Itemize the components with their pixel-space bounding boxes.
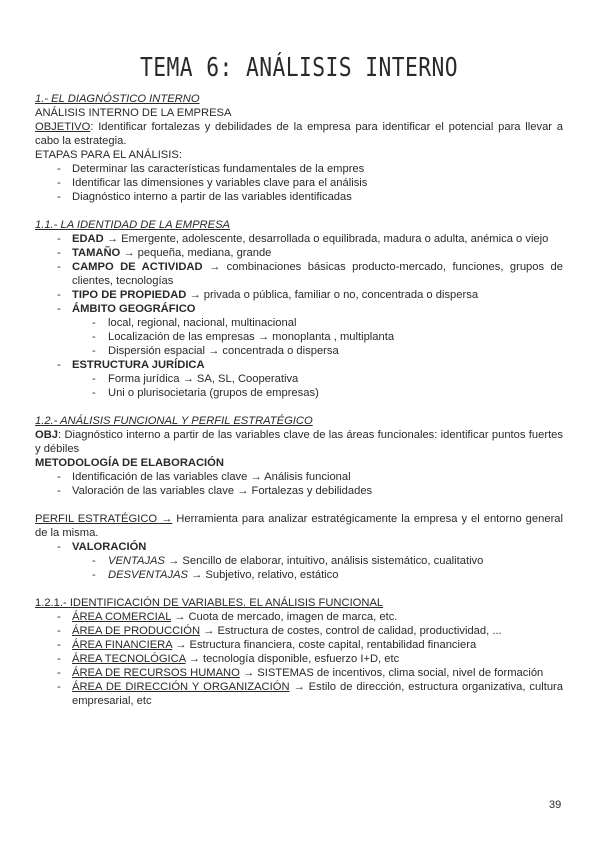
area-text: → Estructura de costes, control de calidad, productividad, ... xyxy=(200,625,502,637)
metodo-label: METODOLOGÍA DE ELABORACIÓN xyxy=(35,457,224,469)
list-item: - local, regional, nacional, multinacional xyxy=(35,316,563,330)
perfil-paragraph xyxy=(35,512,563,540)
objective-label: OBJETIVO xyxy=(35,121,91,133)
list-item: - Identificación de las variables clave → Análisis funcional xyxy=(35,470,563,484)
area-text: → SISTEMAS de incentivos, clima social, nivel de formación xyxy=(239,667,544,679)
list-item xyxy=(35,680,563,708)
page-title: TEMA 6: ANÁLISIS INTERNO xyxy=(140,53,458,83)
area-text: → Estructura financiera, coste capital, rentabilidad financiera xyxy=(172,639,477,651)
area-label: ÁREA DE RECURSOS HUMANO xyxy=(72,667,240,679)
campo-label: CAMPO DE ACTIVIDAD xyxy=(72,261,203,273)
list-item xyxy=(35,568,563,582)
obj-paragraph xyxy=(35,428,563,456)
list-item: - Localización de las empresas → monoplanta , multiplanta xyxy=(35,330,563,344)
list-item xyxy=(35,638,563,652)
area-text: → Estilo de dirección, estructura organizativa, cultura empresarial, etc xyxy=(72,681,563,707)
area-label: ÁREA TECNOLÓGICA xyxy=(72,653,186,665)
ambito-label: ÁMBITO GEOGRÁFICO xyxy=(72,303,196,315)
identity-list xyxy=(35,232,563,400)
list-item xyxy=(35,666,563,680)
list-item: - Dispersión espacial → concentrada o dispersa xyxy=(35,344,563,358)
list-item xyxy=(35,554,563,568)
perfil-text: Herramienta para analizar estratégicamente la empresa y el entorno general de la misma. xyxy=(35,513,563,539)
tipo-label: TIPO DE PROPIEDAD xyxy=(72,289,187,301)
edad-text: → Emergente, adolescente, desarrollada o equilibrada, madura o adulta, anémica o viejo xyxy=(103,233,549,245)
desventajas-text: → Subjetivo, relativo, estático xyxy=(188,569,339,581)
area-label: ÁREA COMERCIAL xyxy=(72,611,172,623)
list-item: - Valoración de las variables clave → Fortalezas y debilidades xyxy=(35,484,563,498)
area-text: → Cuota de mercado, imagen de marca, etc. xyxy=(171,611,398,623)
section-1-2-1-heading: 1.2.1.- IDENTIFICACIÓN DE VARIABLES. EL ANÁLISIS FUNCIONAL xyxy=(35,597,384,609)
desventajas-label: DESVENTAJAS xyxy=(108,569,188,581)
tipo-text: → privada o pública, familiar o no, concentrada o dispersa xyxy=(186,289,479,301)
list-item xyxy=(35,232,563,246)
list-item: - Identificar las dimensiones y variables clave para el análisis xyxy=(35,176,563,190)
list-item xyxy=(35,260,563,288)
tamano-label: TAMAÑO xyxy=(72,247,121,259)
objective-paragraph xyxy=(35,120,563,148)
list-item xyxy=(35,288,563,302)
section-1-2-heading: 1.2.- ANÁLISIS FUNCIONAL Y PERFIL ESTRATÉGICO xyxy=(35,415,313,427)
areas-list xyxy=(35,610,563,708)
valoracion-label: VALORACIÓN xyxy=(72,541,147,553)
list-item xyxy=(35,302,563,358)
list-item xyxy=(35,246,563,260)
obj-text: : Diagnóstico interno a partir de las variables clave de las áreas funcionales: identificar puntos fuertes y débiles xyxy=(35,429,563,455)
area-text: → tecnología disponible, esfuerzo I+D, etc xyxy=(185,653,400,665)
list-item: - Uni o plurisocietaria (grupos de empresas) xyxy=(35,386,563,400)
valoracion-list xyxy=(35,540,563,582)
metodo-list xyxy=(35,470,563,498)
list-item xyxy=(35,610,563,624)
area-label: ÁREA DE DIRECCIÓN Y ORGANIZACIÓN xyxy=(72,681,290,693)
campo-text: → combinaciones básicas producto-mercado, funciones, grupos de clientes, tecnologías xyxy=(72,261,563,287)
page-number: 39 xyxy=(549,799,562,811)
estructura-sublist xyxy=(35,372,563,400)
objective-text: : Identificar fortalezas y debilidades de la empresa para identificar el potencial para llevar a cabo la estrategia. xyxy=(35,121,563,147)
document-page xyxy=(35,52,563,708)
section-1-subheading: ANÁLISIS INTERNO DE LA EMPRESA xyxy=(35,107,232,119)
perfil-label: PERFIL ESTRATÉGICO → xyxy=(35,513,173,525)
ambito-sublist xyxy=(35,316,563,358)
area-label: ÁREA DE PRODUCCIÓN xyxy=(72,625,201,637)
section-1-heading: 1.- EL DIAGNÓSTICO INTERNO xyxy=(35,93,200,105)
estructura-label: ESTRUCTURA JURÍDICA xyxy=(72,359,205,371)
area-label: ÁREA FINANCIERA xyxy=(72,639,173,651)
list-item xyxy=(35,540,563,582)
list-item xyxy=(35,624,563,638)
section-1-1-heading: 1.1.- LA IDENTIDAD DE LA EMPRESA xyxy=(35,219,231,231)
tamano-text: → pequeña, mediana, grande xyxy=(120,247,272,259)
stages-list xyxy=(35,162,563,204)
obj-label: OBJ xyxy=(35,429,59,441)
edad-label: EDAD xyxy=(72,233,104,245)
list-item xyxy=(35,652,563,666)
stages-label: ETAPAS PARA EL ANÁLISIS: xyxy=(35,149,182,161)
list-item: - Forma jurídica → SA, SL, Cooperativa xyxy=(35,372,563,386)
ventajas-label: VENTAJAS xyxy=(108,555,165,567)
list-item: - Determinar las características fundamentales de la empres xyxy=(35,162,563,176)
ventajas-text: → Sencillo de elaborar, intuitivo, análisis sistemático, cualitativo xyxy=(165,555,484,567)
valoracion-sublist xyxy=(35,554,563,582)
list-item xyxy=(35,358,563,400)
list-item: - Diagnóstico interno a partir de las variables identificadas xyxy=(35,190,563,204)
